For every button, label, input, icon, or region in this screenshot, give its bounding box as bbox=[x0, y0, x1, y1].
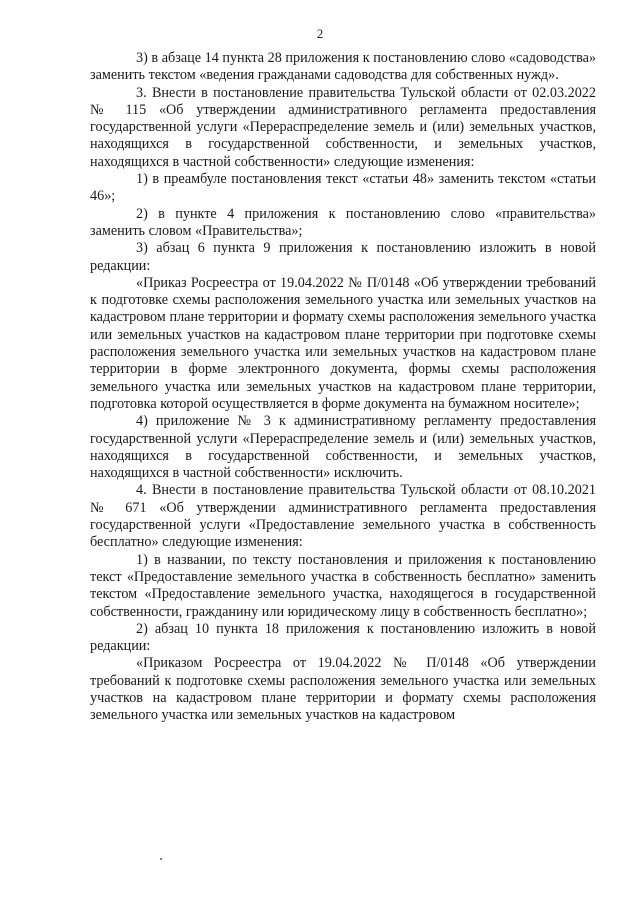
paragraph: 4. Внести в постановление правительства Тульской области от 08.10.2021 № 671 «Об утверждении административного регламента предоставления государственной услуги «Предоставление земельного участка в собственность бесплатно» следующие изменения: bbox=[90, 482, 596, 551]
document-body bbox=[90, 50, 596, 725]
paragraph: 3. Внести в постановление правительства Тульской области от 02.03.2022 № 115 «Об утверждении административного регламента предоставления государственной услуги «Перераспределение земель и (или) земельных участков, находящихся в государственной собственности, и земельных участков, находящихся в частной собственности» следующие изменения: bbox=[90, 84, 596, 170]
paragraph: 1) в преамбуле постановления текст «статьи 48» заменить текстом «статьи 46»; bbox=[90, 171, 596, 205]
page-number: 2 bbox=[316, 26, 324, 41]
paragraph: 1) в названии, по тексту постановления и приложения к постановлению текст «Предоставление земельного участка в собственность бесплатно» заменить текстом «Предоставление земельного участка, находящегося в государственной собственности, гражданину или юридическому лицу в собственность бесплатно»; bbox=[90, 551, 596, 620]
paragraph: 3) в абзаце 14 пункта 28 приложения к постановлению слово «садоводства» заменить текстом «ведения гражданами садоводства для собственных нужд». bbox=[90, 50, 596, 84]
paragraph: 3) абзац 6 пункта 9 приложения к постановлению изложить в новой редакции: bbox=[90, 240, 596, 274]
paragraph: «Приказ Росреестра от 19.04.2022 № П/0148 «Об утверждении требований к подготовке схемы расположения земельного участка или земельных участков на кадастровом плане территории и формату схемы расположения земельного участка или земельных участков на кадастровом плане территории при подготовке схемы расположения земельного участка или земельных участков на кадастровом плане территории в форме электронного документа, формы схемы расположения земельного участка или земельных участков на кадастровом плане территории, подготовка которой осуществляется в форме документа на бумажном носителе»; bbox=[90, 274, 596, 412]
paragraph: 2) абзац 10 пункта 18 приложения к постановлению изложить в новой редакции: bbox=[90, 620, 596, 655]
paragraph: 2) в пункте 4 приложения к постановлению слово «правительства» заменить словом «Правительства»; bbox=[90, 205, 596, 239]
scan-speck bbox=[160, 858, 162, 860]
paragraph: «Приказом Росреестра от 19.04.2022 № П/0148 «Об утверждении требований к подготовке схемы расположения земельного участка или земельных участков на кадастровом плане территории и формату схемы расположения земельного участка или земельных участков на кадастровом bbox=[90, 655, 596, 724]
paragraph: 4) приложение № 3 к административному регламенту предоставления государственной услуги «Перераспределение земель и (или) земельных участков, находящихся в государственной собственности, и земельных участков, находящихся в частной собственности» исключить. bbox=[90, 413, 596, 482]
